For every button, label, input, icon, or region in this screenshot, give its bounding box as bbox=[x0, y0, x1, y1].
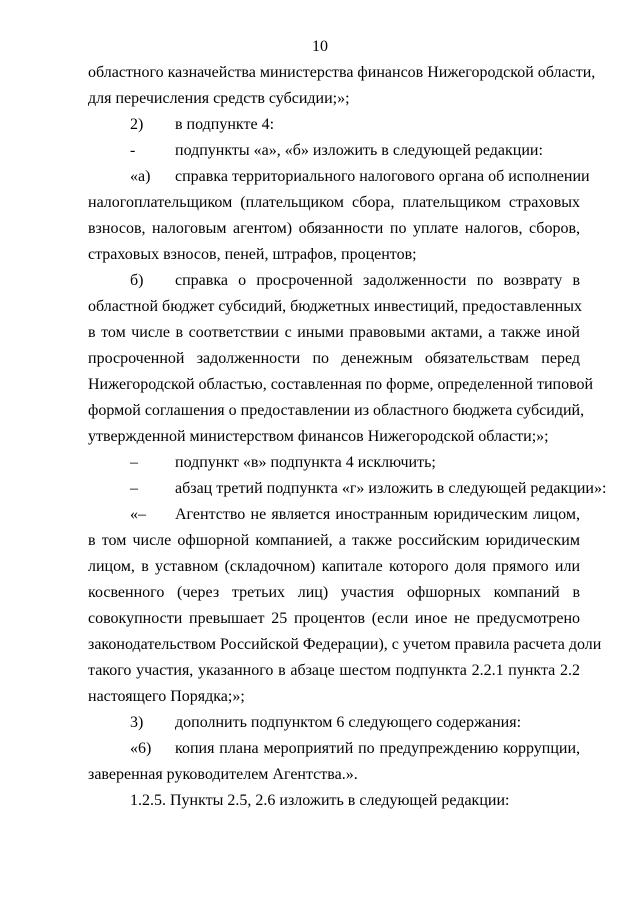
text-line: взносов, налоговым агентом) обязанности по уплате налогов, сборов, bbox=[88, 220, 580, 237]
page-number: 10 bbox=[312, 38, 328, 55]
text-line: формой соглашения о предоставлении из областного бюджета субсидий, bbox=[88, 402, 585, 419]
list-marker: «6) bbox=[130, 740, 152, 757]
text-line: налогоплательщиком (плательщиком сбора, плательщиком страховых bbox=[88, 194, 580, 211]
text-line: подпункт «в» подпункта 4 исключить; bbox=[175, 454, 436, 471]
list-marker: 2) bbox=[130, 116, 144, 133]
text-line: такого участия, указанного в абзаце шестом подпункта 2.2.1 пункта 2.2 bbox=[88, 662, 580, 679]
text-line: в подпункте 4: bbox=[175, 116, 275, 133]
text-line: дополнить подпунктом 6 следующего содержания: bbox=[175, 714, 522, 731]
text-line: просроченной задолженности по денежным обязательствам перед bbox=[88, 350, 580, 367]
text-line: совокупности превышает 25 процентов (если иное не предусмотрено bbox=[88, 610, 580, 627]
text-line: заверенная руководителем Агентства.». bbox=[88, 766, 358, 783]
text-line: подпункты «а», «б» изложить в следующей редакции: bbox=[175, 142, 543, 159]
text-line: настоящего Порядка;»; bbox=[88, 688, 245, 705]
text-line: областной бюджет субсидий, бюджетных инвестиций, предоставленных bbox=[88, 298, 582, 315]
text-line: областного казначейства министерства финансов Нижегородской области, bbox=[88, 64, 596, 81]
text-line: в том числе в соответствии с иными правовыми актами, а также иной bbox=[88, 324, 580, 341]
list-marker: «а) bbox=[130, 168, 151, 185]
list-marker: – bbox=[130, 480, 138, 497]
text-line: справка территориального налогового органа об исполнении bbox=[175, 168, 590, 185]
list-marker: 3) bbox=[130, 714, 144, 731]
text-line: лицом, в уставном (складочном) капитале которого доля прямого или bbox=[88, 558, 580, 575]
text-line: страховых взносов, пеней, штрафов, процентов; bbox=[88, 246, 417, 263]
list-marker: - bbox=[130, 142, 136, 159]
text-line: косвенного (через третьих лиц) участия офшорных компаний в bbox=[88, 584, 580, 601]
list-marker: б) bbox=[130, 272, 144, 289]
text-line: для перечисления средств субсидии;»; bbox=[88, 90, 350, 107]
text-line: Нижегородской областью, составленная по форме, определенной типовой bbox=[88, 376, 594, 393]
text-line: копия плана мероприятий по предупреждению коррупции, bbox=[175, 740, 580, 757]
text-line: справка о просроченной задолженности по возврату в bbox=[175, 272, 580, 289]
text-line: утвержденной министерством финансов Нижегородской области;»; bbox=[88, 428, 549, 445]
list-marker: – bbox=[130, 454, 138, 471]
text-line: законодательством Российской Федерации), с учетом правила расчета доли bbox=[88, 636, 602, 653]
text-line: абзац третий подпункта «г» изложить в следующей редакции»: bbox=[175, 480, 607, 497]
text-line: Агентство не является иностранным юридическим лицом, bbox=[175, 506, 580, 523]
text-line: в том числе офшорной компанией, а также российским юридическим bbox=[88, 532, 580, 549]
text-line: 1.2.5. Пункты 2.5, 2.6 изложить в следующей редакции: bbox=[130, 792, 510, 809]
list-marker: «– bbox=[130, 506, 146, 523]
